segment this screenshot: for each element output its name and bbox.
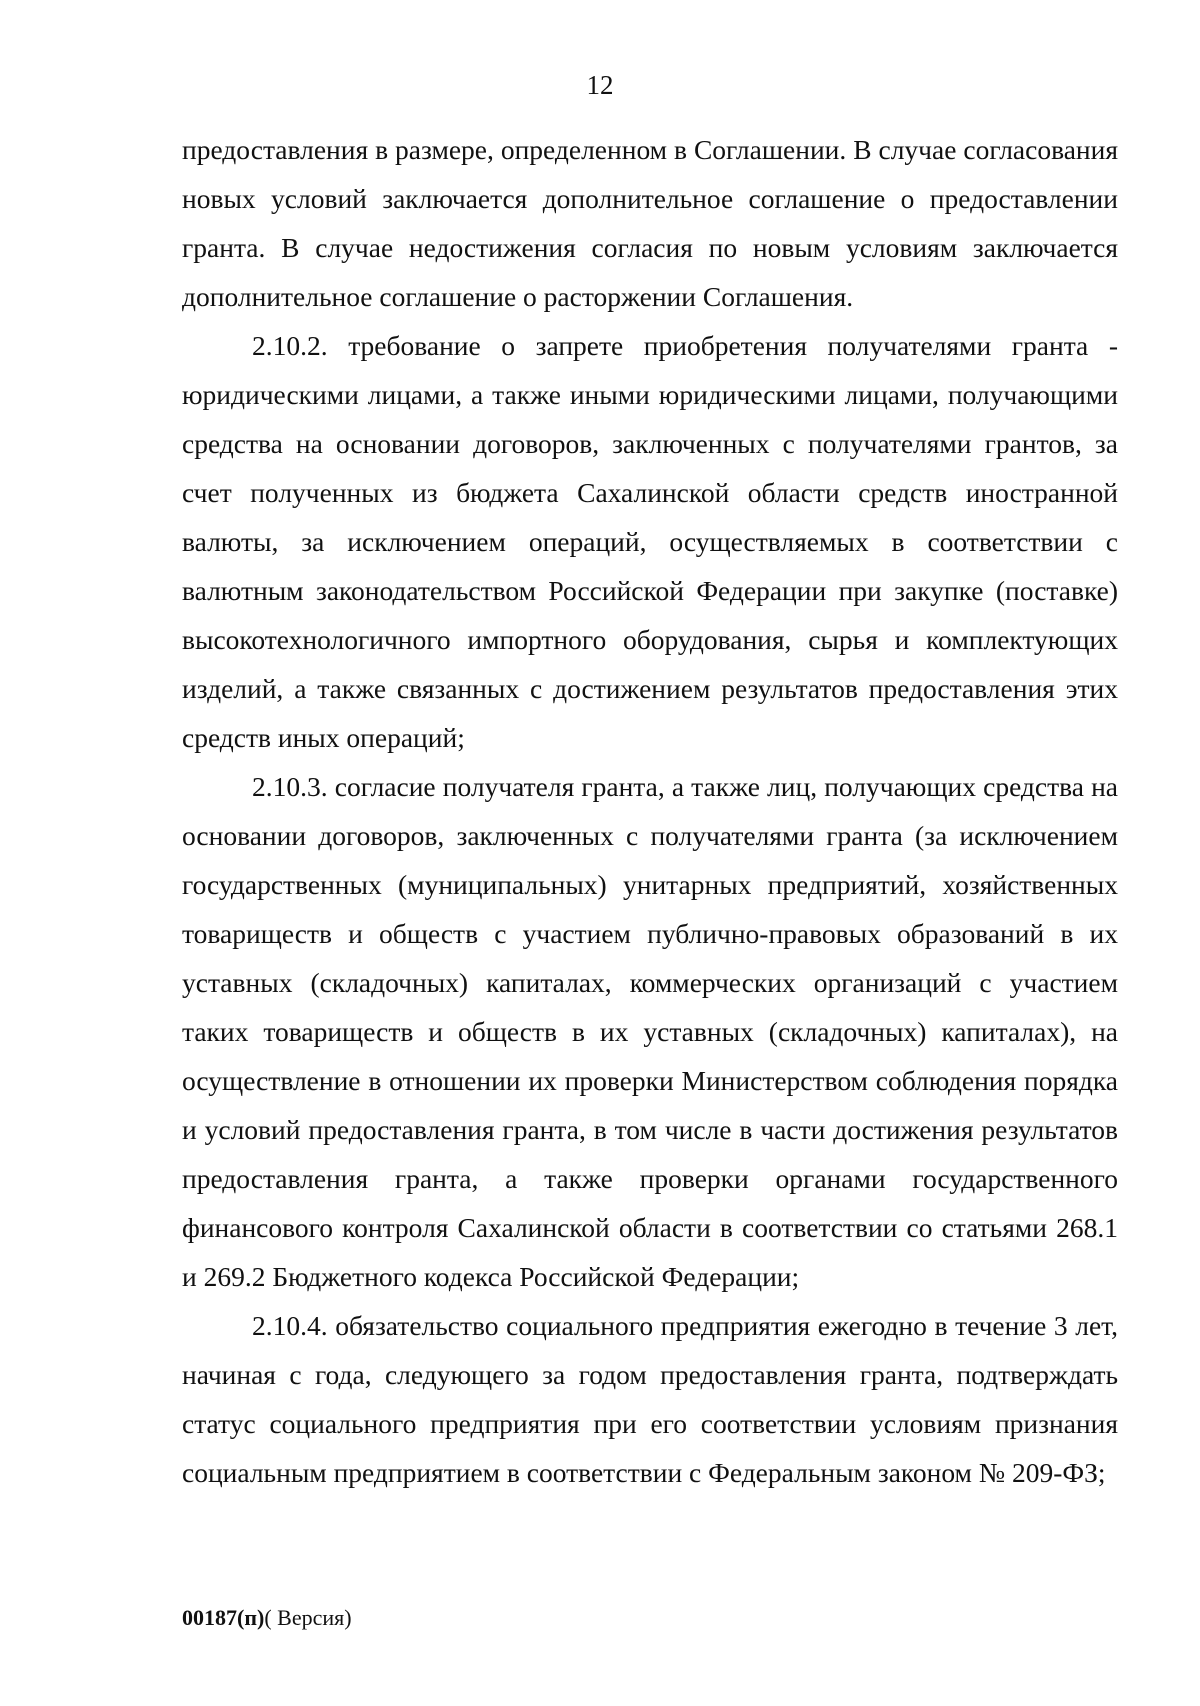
paragraph-2-10-4: 2.10.4. обязательство социального предприятия ежегодно в течение 3 лет, начиная с года, следующего за годом предоставления гранта, подтверждать статус социального предприятия при его соответствии условиям признания социальным предприятием в соответствии с Федеральным законом № 209-ФЗ; [182, 1310, 1118, 1488]
footer-code: 00187(п) [182, 1605, 265, 1630]
document-body [182, 125, 1118, 1497]
paragraph-2-10-2: 2.10.2. требование о запрете приобретения получателями гранта - юридическими лицами, а также иными юридическими лицами, получающими средства на основании договоров, заключенных с получателями грантов, за счет полученных из бюджета Сахалинской области средств иностранной валюты, за исключением операций, осуществляемых в соответствии с валютным законодательством Российской Федерации при закупке (поставке) высокотехнологичного импортного оборудования, сырья и комплектующих изделий, а также связанных с достижением результатов предоставления этих средств иных операций; [182, 330, 1118, 753]
paragraph-2-10-3: 2.10.3. согласие получателя гранта, а также лиц, получающих средства на основании договоров, заключенных с получателями гранта (за исключением государственных (муниципальных) унитарных предприятий, хозяйственных товариществ и обществ с участием публично-правовых образований в их уставных (складочных) капиталах, коммерческих организаций с участием таких товариществ и обществ в их уставных (складочных) капиталах), на осуществление в отношении их проверки Министерством соблюдения порядка и условий предоставления гранта, в том числе в части достижения результатов предоставления гранта, а также проверки органами государственного финансового контроля Сахалинской области в соответствии со статьями 268.1 и 269.2 Бюджетного кодекса Российской Федерации; [182, 771, 1118, 1292]
footer-version: ( Версия) [264, 1605, 352, 1630]
document-footer [182, 1604, 352, 1632]
paragraph-continuation: предоставления в размере, определенном в Соглашении. В случае согласования новых условий заключается дополнительное соглашение о предоставлении гранта. В случае недостижения согласия по новым условиям заключается дополнительное соглашение о расторжении Соглашения. [182, 134, 1118, 312]
page-number: 12 [586, 70, 614, 100]
